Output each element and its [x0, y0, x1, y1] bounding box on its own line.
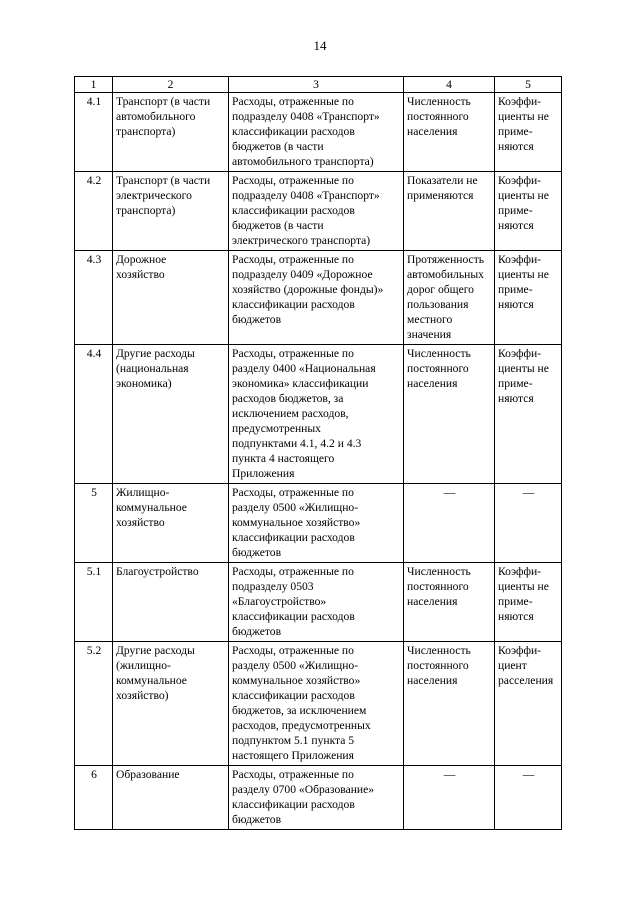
expense-name-cell: [113, 766, 229, 830]
coefficient-cell: [495, 93, 562, 172]
cell-text-line: Коэффи-: [498, 644, 542, 657]
cell-text-line: подпунктами 4.1, 4.2 и 4.3: [232, 437, 362, 450]
cell-text-line: Другие расходы: [116, 644, 195, 657]
cell-text-line: классификации расходов: [232, 531, 355, 544]
coefficient-cell: [495, 642, 562, 766]
indicator-cell: [404, 251, 495, 345]
row-number-cell: 5.2: [75, 642, 113, 766]
cell-text-line: бюджетов (в части: [232, 140, 324, 153]
cell-text-line: Расходы, отраженные по: [232, 565, 354, 578]
expense-description-cell: [229, 93, 404, 172]
cell-text-line: Другие расходы: [116, 347, 195, 360]
column-number-1: 1: [75, 77, 113, 93]
cell-text-line: подразделу 0409 «Дорожное: [232, 268, 373, 281]
cell-text-line: предусмотренных: [232, 422, 321, 435]
cell-text-line: коммунальное хозяйство»: [232, 674, 361, 687]
cell-text-line: электрического: [116, 189, 192, 202]
cell-text-line: разделу 0500 «Жилищно-: [232, 501, 359, 514]
indicator-cell: [404, 345, 495, 484]
cell-text-line: приме-: [498, 595, 533, 608]
cell-text-line: Коэффи-: [498, 253, 542, 266]
cell-text-line: бюджетов: [232, 313, 282, 326]
table-row: [75, 642, 562, 766]
cell-text-line: приме-: [498, 283, 533, 296]
indicator-cell: [404, 172, 495, 251]
cell-text-line: населения: [407, 674, 458, 687]
cell-text-line: электрического транспорта): [232, 234, 371, 247]
cell-text-line: циент: [498, 659, 527, 672]
cell-text-line: классификации расходов: [232, 798, 355, 811]
cell-text-line: Расходы, отраженные по: [232, 644, 354, 657]
table-row: [75, 484, 562, 563]
table-row: [75, 172, 562, 251]
expense-description-cell: [229, 766, 404, 830]
cell-text-line: населения: [407, 125, 458, 138]
cell-text-line: Показатели не: [407, 174, 478, 187]
indicator-cell: [404, 642, 495, 766]
cell-text-line: Приложения: [232, 467, 295, 480]
cell-text-line: Расходы, отраженные по: [232, 95, 354, 108]
cell-text-line: циенты не: [498, 110, 549, 123]
coefficient-cell: [495, 251, 562, 345]
cell-text-line: дорог общего: [407, 283, 474, 296]
cell-text-line: (жилищно-: [116, 659, 171, 672]
cell-text-line: бюджетов, за исключением: [232, 704, 367, 717]
cell-text-line: Образование: [116, 768, 180, 781]
cell-text-line: классификации расходов: [232, 689, 355, 702]
cell-text-line: (национальная: [116, 362, 189, 375]
cell-text-line: разделу 0500 «Жилищно-: [232, 659, 359, 672]
coefficient-cell: [495, 345, 562, 484]
row-number-cell: 5.1: [75, 563, 113, 642]
cell-text-line: хозяйство): [116, 689, 169, 702]
indicator-cell: [404, 93, 495, 172]
table-row: [75, 345, 562, 484]
cell-text-line: местного: [407, 313, 453, 326]
cell-text-line: —: [522, 768, 535, 781]
cell-text-line: подразделу 0408 «Транспорт»: [232, 189, 380, 202]
expense-name-cell: [113, 345, 229, 484]
cell-text-line: приме-: [498, 377, 533, 390]
cell-text-line: экономика): [116, 377, 172, 390]
expense-name-cell: [113, 563, 229, 642]
table-row: [75, 93, 562, 172]
cell-text-line: циенты не: [498, 580, 549, 593]
cell-text-line: Расходы, отраженные по: [232, 347, 354, 360]
cell-text-line: Коэффи-: [498, 565, 542, 578]
cell-text-line: исключением расходов,: [232, 407, 349, 420]
row-number-cell: 6: [75, 766, 113, 830]
table-row: [75, 251, 562, 345]
table-header-row: [75, 77, 562, 93]
cell-text-line: значения: [407, 328, 452, 341]
expense-name-cell: [113, 251, 229, 345]
cell-text-line: настоящего Приложения: [232, 749, 354, 762]
cell-text-line: Численность: [407, 565, 471, 578]
table-row: [75, 563, 562, 642]
cell-text-line: —: [443, 768, 456, 781]
cell-text-line: няются: [498, 140, 534, 153]
cell-text-line: Численность: [407, 644, 471, 657]
cell-text-line: Протяженность: [407, 253, 485, 266]
cell-text-line: коммунальное: [116, 674, 187, 687]
row-number-cell: 5: [75, 484, 113, 563]
cell-text-line: приме-: [498, 204, 533, 217]
cell-text-line: автомобильного транспорта): [232, 155, 374, 168]
cell-text-line: няются: [498, 610, 534, 623]
cell-text-line: классификации расходов: [232, 125, 355, 138]
cell-text-line: няются: [498, 219, 534, 232]
cell-text-line: классификации расходов: [232, 298, 355, 311]
cell-text-line: Расходы, отраженные по: [232, 253, 354, 266]
cell-text-line: постоянного: [407, 110, 469, 123]
cell-text-line: Транспорт (в части: [116, 174, 211, 187]
expense-description-cell: [229, 251, 404, 345]
cell-text-line: Дорожное: [116, 253, 167, 266]
table-row: [75, 766, 562, 830]
cell-text-line: циенты не: [498, 362, 549, 375]
cell-text-line: населения: [407, 377, 458, 390]
expense-description-cell: [229, 563, 404, 642]
cell-text-line: подразделу 0408 «Транспорт»: [232, 110, 380, 123]
row-number-cell: 4.4: [75, 345, 113, 484]
cell-text-line: бюджетов (в части: [232, 219, 324, 232]
cell-text-line: Жилищно-: [116, 486, 170, 499]
cell-text-line: транспорта): [116, 125, 176, 138]
expense-description-cell: [229, 642, 404, 766]
cell-text-line: классификации расходов: [232, 204, 355, 217]
expense-name-cell: [113, 642, 229, 766]
cell-text-line: —: [443, 486, 456, 499]
expense-name-cell: [113, 484, 229, 563]
cell-text-line: Коэффи-: [498, 95, 542, 108]
column-number-3: 3: [229, 77, 404, 93]
cell-text-line: расселения: [498, 674, 554, 687]
indicator-cell: [404, 563, 495, 642]
indicator-cell: [404, 766, 495, 830]
cell-text-line: Благоустройство: [116, 565, 199, 578]
expense-name-cell: [113, 172, 229, 251]
indicator-cell: [404, 484, 495, 563]
cell-text-line: Коэффи-: [498, 347, 542, 360]
cell-text-line: транспорта): [116, 204, 176, 217]
budget-allocation-table: [74, 76, 562, 830]
page-number: 14: [313, 38, 327, 53]
cell-text-line: разделу 0700 «Образование»: [232, 783, 375, 796]
cell-text-line: Транспорт (в части: [116, 95, 211, 108]
cell-text-line: коммунальное хозяйство»: [232, 516, 361, 529]
cell-text-line: хозяйство: [116, 268, 165, 281]
cell-text-line: экономика» классификации: [232, 377, 369, 390]
cell-text-line: приме-: [498, 125, 533, 138]
cell-text-line: пункта 4 настоящего: [232, 452, 335, 465]
coefficient-cell: [495, 172, 562, 251]
row-number-cell: 4.3: [75, 251, 113, 345]
cell-text-line: пользования: [407, 298, 469, 311]
cell-text-line: «Благоустройство»: [232, 595, 327, 608]
cell-text-line: населения: [407, 595, 458, 608]
column-number-5: 5: [495, 77, 562, 93]
cell-text-line: коммунальное: [116, 501, 187, 514]
cell-text-line: Расходы, отраженные по: [232, 486, 354, 499]
row-number-cell: 4.1: [75, 93, 113, 172]
coefficient-cell: [495, 563, 562, 642]
cell-text-line: Расходы, отраженные по: [232, 768, 354, 781]
cell-text-line: Коэффи-: [498, 174, 542, 187]
cell-text-line: подразделу 0503: [232, 580, 314, 593]
expense-description-cell: [229, 345, 404, 484]
cell-text-line: расходов бюджетов, за: [232, 392, 344, 405]
cell-text-line: автомобильного: [116, 110, 196, 123]
cell-text-line: Численность: [407, 347, 471, 360]
coefficient-cell: [495, 484, 562, 563]
cell-text-line: постоянного: [407, 659, 469, 672]
cell-text-line: расходов, предусмотренных: [232, 719, 371, 732]
cell-text-line: хозяйство: [116, 516, 165, 529]
cell-text-line: няются: [498, 298, 534, 311]
cell-text-line: циенты не: [498, 189, 549, 202]
cell-text-line: Расходы, отраженные по: [232, 174, 354, 187]
expense-description-cell: [229, 172, 404, 251]
expense-name-cell: [113, 93, 229, 172]
cell-text-line: разделу 0400 «Национальная: [232, 362, 376, 375]
cell-text-line: применяются: [407, 189, 474, 202]
coefficient-cell: [495, 766, 562, 830]
cell-text-line: Численность: [407, 95, 471, 108]
cell-text-line: постоянного: [407, 362, 469, 375]
cell-text-line: циенты не: [498, 268, 549, 281]
cell-text-line: подпунктом 5.1 пункта 5: [232, 734, 355, 747]
column-number-2: 2: [113, 77, 229, 93]
cell-text-line: няются: [498, 392, 534, 405]
cell-text-line: постоянного: [407, 580, 469, 593]
cell-text-line: хозяйство (дорожные фонды)»: [232, 283, 384, 296]
column-number-4: 4: [404, 77, 495, 93]
cell-text-line: бюджетов: [232, 625, 282, 638]
cell-text-line: автомобильных: [407, 268, 484, 281]
cell-text-line: классификации расходов: [232, 610, 355, 623]
expense-description-cell: [229, 484, 404, 563]
cell-text-line: бюджетов: [232, 813, 282, 826]
row-number-cell: 4.2: [75, 172, 113, 251]
cell-text-line: —: [522, 486, 535, 499]
cell-text-line: бюджетов: [232, 546, 282, 559]
